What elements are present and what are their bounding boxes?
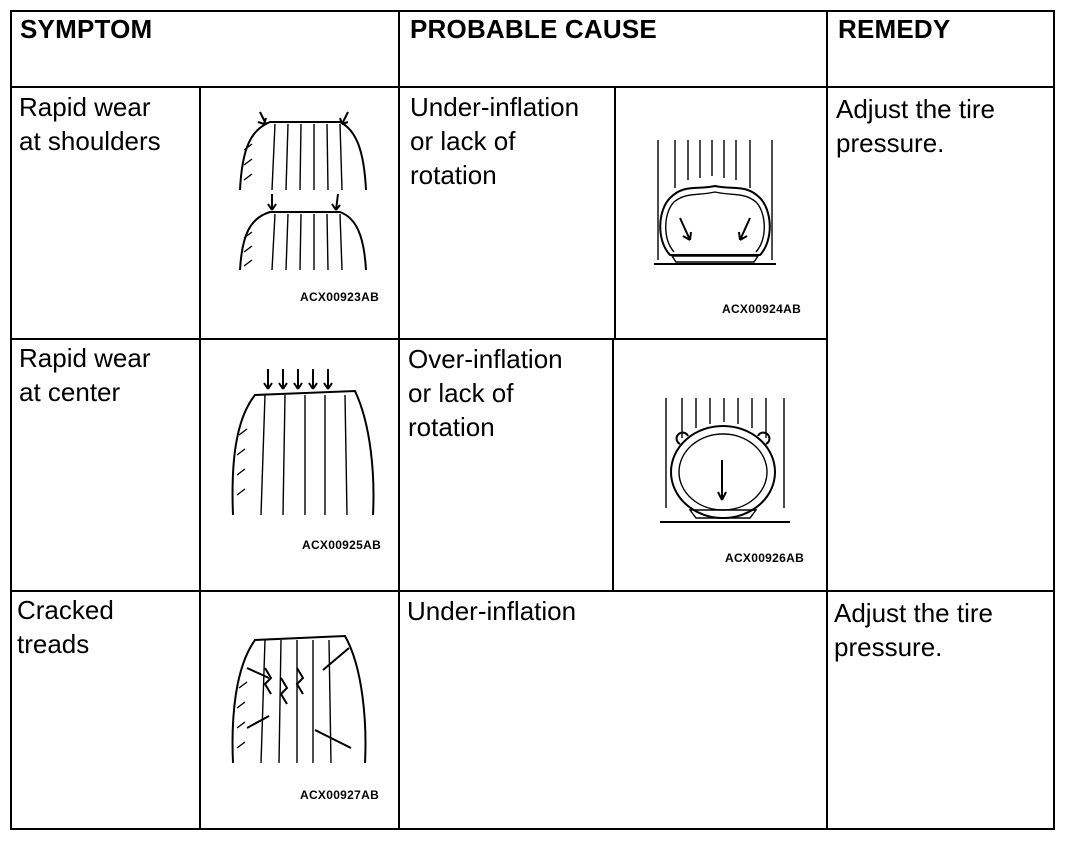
table-border-bottom (10, 828, 1055, 830)
header-symptom: SYMPTOM (20, 14, 153, 44)
tire-over-inflated-section-icon (660, 398, 790, 528)
table-border-right (1053, 10, 1055, 830)
cause-text-under-inflation-rotation: Under-inflation or lack of rotation (410, 92, 580, 190)
row-divider-1 (10, 338, 828, 340)
row-divider-2 (10, 590, 1055, 592)
symptom-figure-divider (199, 88, 201, 830)
figure-code-acx00927ab: ACX00927AB (300, 788, 380, 802)
figure-code-acx00923ab: ACX00923AB (300, 290, 380, 304)
cause-figure-divider-1 (614, 88, 616, 340)
cause-text-over-inflation-rotation: Over-inflation or lack of rotation (408, 344, 563, 442)
table-border-left (10, 10, 12, 830)
figure-code-acx00926ab: ACX00926AB (725, 551, 805, 565)
symptom-cause-divider (398, 10, 400, 830)
symptom-text-shoulders: Rapid wear at shoulders (19, 92, 161, 156)
table-border-top (10, 10, 1055, 12)
remedy-text-adjust-pressure-1: Adjust the tire pressure. (836, 94, 995, 158)
tire-tread-center-wear-icon (225, 365, 385, 520)
figure-code-acx00925ab: ACX00925AB (302, 538, 382, 552)
cause-figure-divider-2 (612, 340, 614, 592)
tire-under-inflated-section-icon (650, 140, 780, 270)
figure-code-acx00924ab: ACX00924AB (722, 302, 802, 316)
header-divider (10, 86, 1055, 88)
header-remedy: REMEDY (838, 14, 951, 44)
tire-tread-shoulder-wear-icon (230, 110, 380, 280)
symptom-text-center: Rapid wear at center (19, 343, 151, 407)
cause-text-under-inflation: Under-inflation (407, 596, 577, 626)
symptom-text-cracked: Cracked treads (17, 595, 114, 659)
remedy-text-adjust-pressure-2: Adjust the tire pressure. (834, 598, 993, 662)
cause-remedy-divider (826, 10, 828, 830)
header-probable-cause: PROBABLE CAUSE (410, 14, 657, 44)
tire-cracked-tread-icon (225, 628, 375, 768)
